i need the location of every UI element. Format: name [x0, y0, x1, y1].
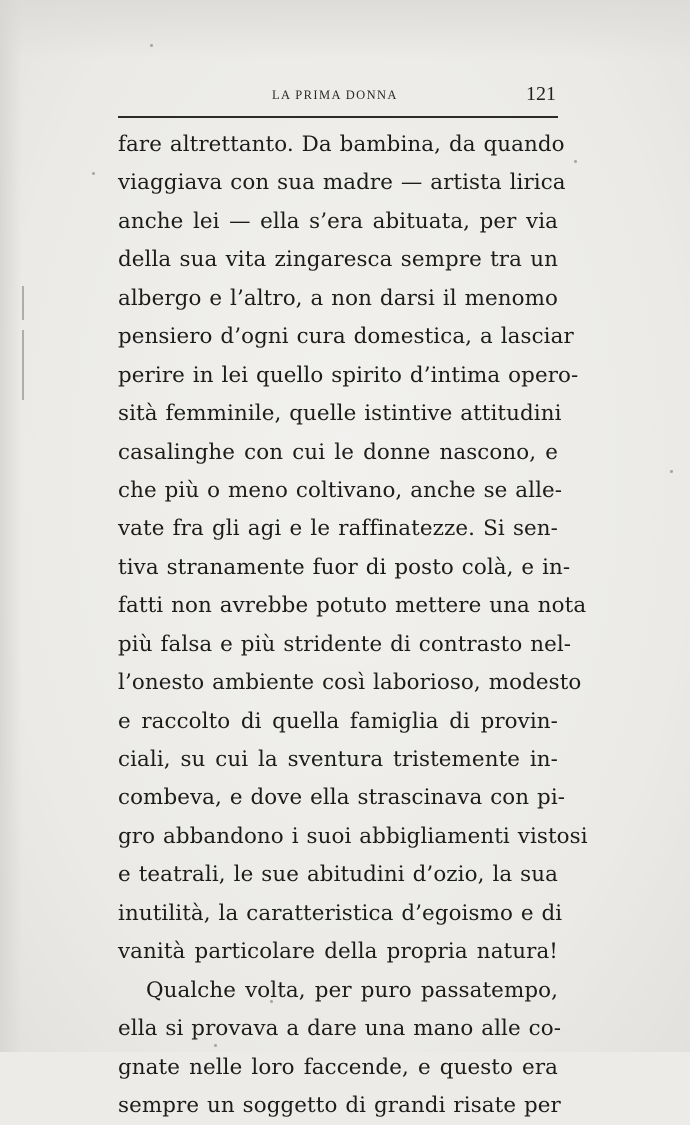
text-line: e teatrali, le sue abitudini d’ozio, la sua	[118, 862, 558, 888]
paper-speck	[670, 470, 673, 473]
paragraph-start-line: Qualche volta, per puro passatempo,	[146, 977, 558, 1003]
paper-speck	[574, 160, 577, 163]
page-edge-shadow-left	[0, 0, 22, 1052]
text-line: vate fra gli agi e le raffinatezze. Si sen-	[118, 516, 558, 542]
margin-mark	[22, 286, 24, 320]
text-line: sità femminile, quelle istintive attitudini	[118, 401, 562, 427]
body-text	[118, 126, 588, 1125]
text-line: gnate nelle loro faccende, e questo era	[118, 1054, 558, 1080]
text-line: gro abbandono i suoi abbigliamenti vistosi	[118, 823, 588, 849]
text-line: che più o meno coltivano, anche se alle-	[118, 477, 563, 503]
text-line: fatti non avrebbe potuto mettere una nota	[118, 593, 587, 619]
text-line: combeva, e dove ella strascinava con pi-	[118, 785, 566, 811]
text-line: sempre un soggetto di grandi risate per	[118, 1092, 561, 1118]
text-line: anche lei — ella s’era abituata, per via	[118, 208, 558, 234]
text-line: ciali, su cui la sventura tristemente in-	[118, 747, 558, 772]
header-rule	[118, 116, 558, 118]
page-edge-shadow-top	[0, 0, 690, 60]
text-line: pensiero d’ogni cura domestica, a lasciar	[118, 324, 574, 350]
text-line: viaggiava con sua madre — artista lirica	[118, 170, 566, 196]
text-line: della sua vita zingaresca sempre tra un	[118, 247, 558, 273]
text-line: e raccolto di quella famiglia di provin-	[118, 708, 558, 734]
text-line: più falsa e più stridente di contrasto nel-	[118, 631, 572, 657]
running-head	[118, 84, 558, 110]
margin-mark	[22, 330, 24, 400]
page-number: 121	[526, 83, 556, 105]
paper-speck	[92, 172, 95, 175]
text-line: albergo e l’altro, a non darsi il menomo	[118, 285, 558, 311]
text-line: l’onesto ambiente così laborioso, modesto	[118, 670, 582, 696]
text-line: casalinghe con cui le donne nascono, e	[118, 439, 558, 465]
text-line: tiva stranamente fuor di posto colà, e in-	[118, 554, 571, 580]
text-line: perire in lei quello spirito d’intima opero-	[118, 362, 579, 388]
text-line: vanità particolare della propria natura!	[118, 939, 558, 965]
text-line: ella si provava a dare una mano alle co-	[118, 1016, 562, 1042]
text-line: fare altrettanto. Da bambina, da quando	[118, 132, 565, 157]
text-line: inutilità, la caratteristica d’egoismo e di	[118, 900, 563, 926]
running-title: LA PRIMA DONNA	[272, 88, 398, 102]
paper-speck	[150, 44, 153, 47]
